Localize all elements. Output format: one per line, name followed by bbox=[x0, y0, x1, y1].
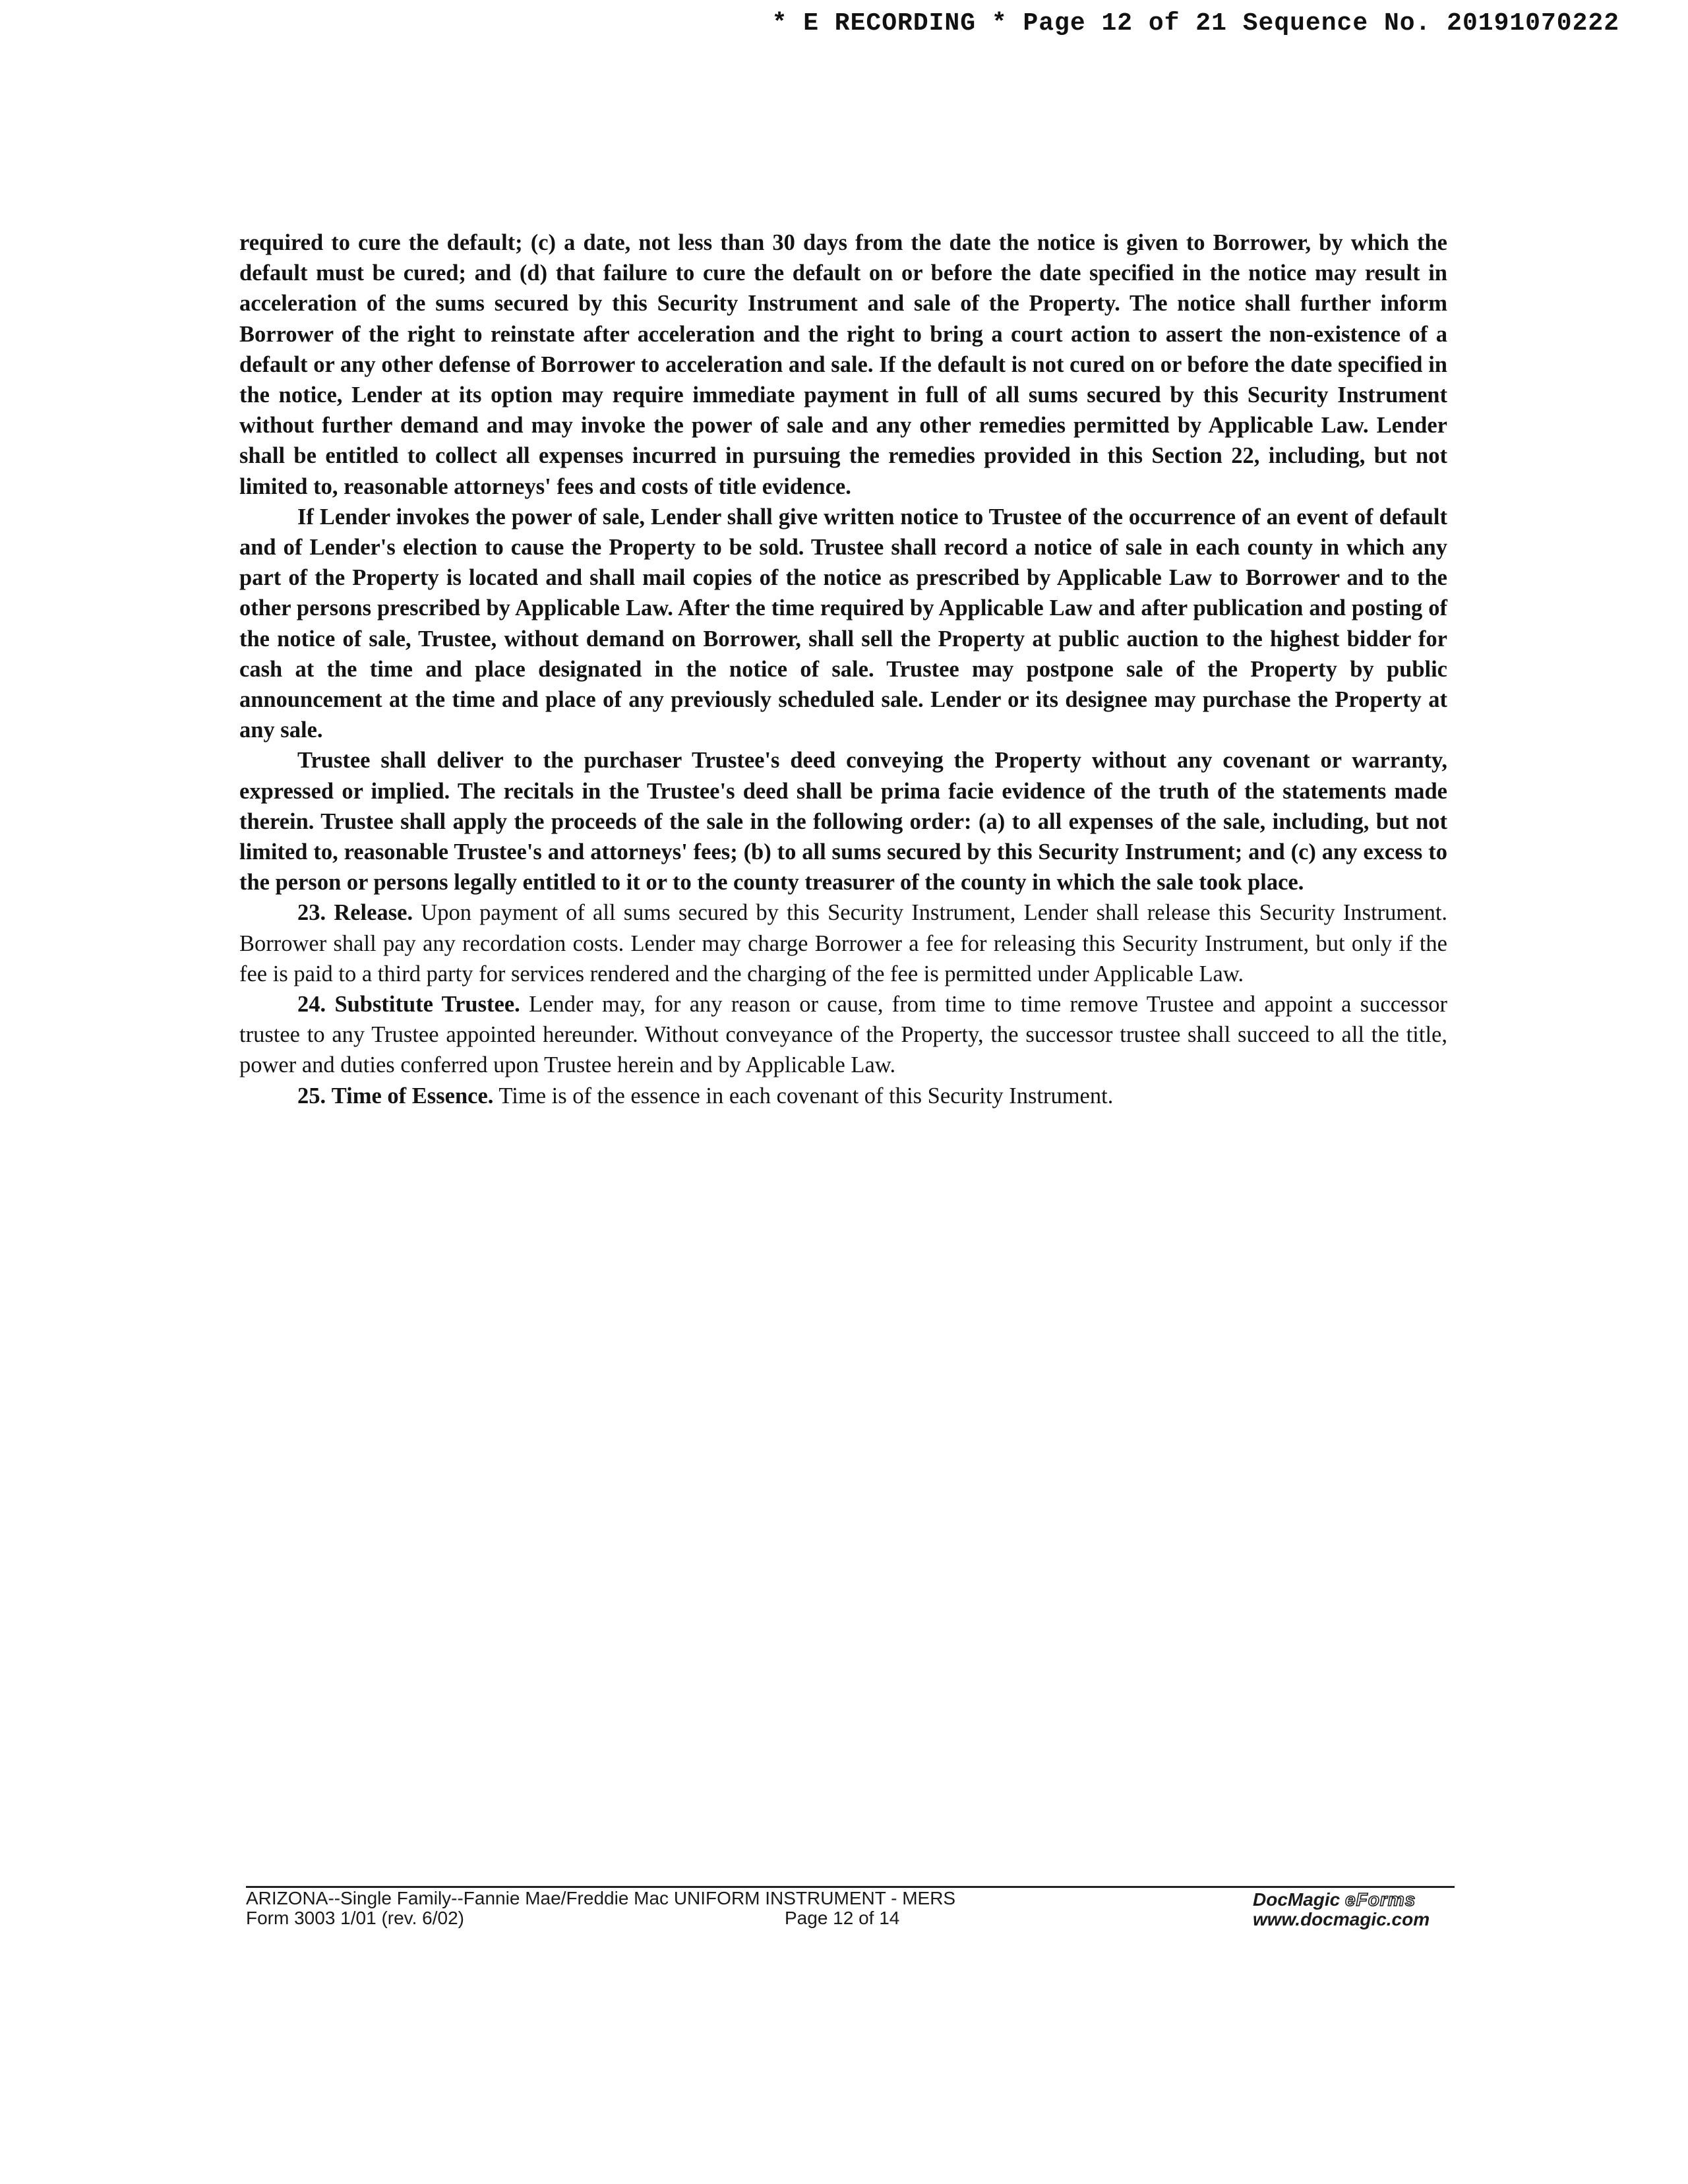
docmagic-logo bbox=[1253, 1890, 1416, 1910]
footer-url: www.docmagic.com bbox=[1253, 1909, 1430, 1929]
section-text: Lender may, for any reason or cause, from time to time remove Trustee and appoint a successor trustee to any Trustee appointed hereunder. Without conveyance of the Property, the successor trustee shall succeed to all the title, power and duties conferred upon Trustee herein and by Applicable Law. bbox=[239, 992, 1447, 1078]
brand-suffix: eForms bbox=[1345, 1889, 1416, 1910]
section-substitute-trustee bbox=[239, 989, 1447, 1081]
paragraph-power-of-sale: If Lender invokes the power of sale, Lender shall give written notice to Trustee of the occurrence of an event of default and of Lender's election to cause the Property to be sold. Trustee shall record a notice of sale in each county in which any part of the Property is located and shall mail copies of the notice as prescribed by Applicable Law to Borrower and to the other persons prescribed by Applicable Law. After the time required by Applicable Law and after publication and posting of the notice of sale, Trustee, without demand on Borrower, shall sell the Property at public auction to the highest bidder for cash at the time and place designated in the notice of sale. Trustee may postpone sale of the Property by public announcement at the time and place of any previously scheduled sale. Lender or its designee may purchase the Property at any sale. bbox=[239, 504, 1447, 743]
recording-header: * E RECORDING * Page 12 of 21 Sequence No. 20191070222 bbox=[771, 9, 1619, 38]
footer-form-number: Form 3003 1/01 (rev. 6/02) bbox=[246, 1908, 464, 1928]
section-number: 24. bbox=[297, 992, 326, 1017]
section-number: 25. bbox=[297, 1083, 326, 1108]
section-number: 23. bbox=[297, 900, 326, 926]
paragraph-default-notice: required to cure the default; (c) a date, not less than 30 days from the date the notice is given to Borrower, by which the default must be cured; and (d) that failure to cure the default on or before the date specified in the notice may result in acceleration of the sums secured by this Security Instrument and sale of the Property. The notice shall further inform Borrower of the right to reinstate after acceleration and the right to bring a court action to assert the non-existence of a default or any other defense of Borrower to acceleration and sale. If the default is not cured on or before the date specified in the notice, Lender at its option may require immediate payment in full of all sums secured by this Security Instrument without further demand and may invoke the power of sale and any other remedies permitted by Applicable Law. Lender shall be entitled to collect all expenses incurred in pursuing the remedies provided in this Section 22, including, but not limited to, reasonable attorneys' fees and costs of title evidence. bbox=[239, 230, 1447, 499]
section-time-of-essence bbox=[239, 1081, 1447, 1111]
section-title: Substitute Trustee. bbox=[334, 992, 520, 1017]
footer-form-title: ARIZONA--Single Family--Fannie Mae/Freddie Mac UNIFORM INSTRUMENT - MERS bbox=[246, 1888, 956, 1908]
section-release bbox=[239, 897, 1447, 989]
section-text: Upon payment of all sums secured by this Security Instrument, Lender shall release this Security Instrument. Borrower shall pay any recordation costs. Lender may charge Borrower a fee for releasing this Security Instrument, but only if the fee is paid to a third party for services rendered and the charging of the fee is permitted under Applicable Law. bbox=[239, 900, 1448, 986]
section-text: Time is of the essence in each covenant of this Security Instrument. bbox=[498, 1083, 1114, 1108]
paragraph-trustee-deed: Trustee shall deliver to the purchaser Trustee's deed conveying the Property without any covenant or warranty, expressed or implied. The recitals in the Trustee's deed shall be prima facie evidence of the truth of the statements made therein. Trustee shall apply the proceeds of the sale in the following order: (a) to all expenses of the sale, including, but not limited to, reasonable Trustee's and attorneys' fees; (b) to all sums secured by this Security Instrument; and (c) any excess to the person or persons legally entitled to it or to the county treasurer of the county in which the sale took place. bbox=[239, 748, 1447, 895]
section-title: Time of Essence. bbox=[331, 1083, 494, 1108]
brand-name: DocMagic bbox=[1253, 1889, 1341, 1910]
section-title: Release. bbox=[334, 900, 413, 926]
footer-page-number: Page 12 of 14 bbox=[785, 1908, 900, 1928]
document-body bbox=[239, 228, 1447, 1111]
